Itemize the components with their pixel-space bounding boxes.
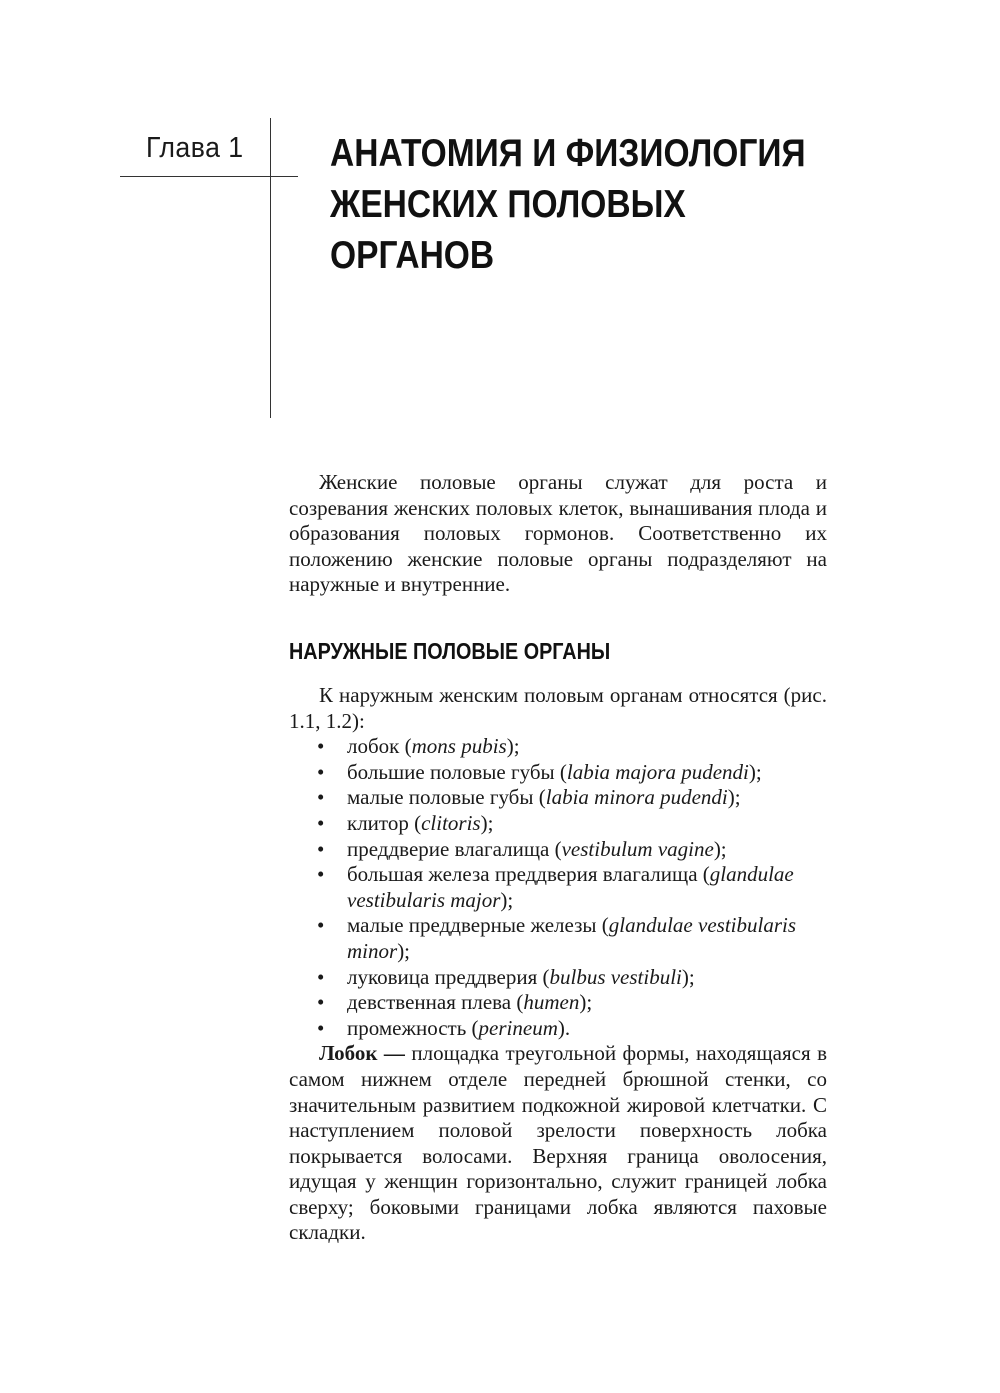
chapter-divider-horizontal: [120, 176, 298, 177]
item-latin: labia majora pudendi: [566, 759, 749, 784]
item-text: малые преддверные железы (: [347, 913, 609, 938]
item-end: );: [500, 887, 514, 912]
item-end: ).: [557, 1015, 571, 1040]
item-latin: glandulae vestibularis minor: [347, 913, 797, 963]
list-item: [289, 837, 827, 863]
organ-list: [289, 734, 827, 1041]
pubis-paragraph: [289, 1041, 827, 1246]
item-end: );: [397, 938, 411, 963]
item-latin: vestibulum vagine: [561, 836, 714, 861]
item-latin: humen: [523, 990, 580, 1015]
chapter-divider-vertical: [270, 118, 271, 418]
item-latin: clitoris: [421, 810, 481, 835]
item-end: );: [681, 964, 695, 989]
list-item: [289, 1016, 827, 1042]
item-end: );: [713, 836, 727, 861]
item-latin: labia minora pudendi: [545, 785, 728, 810]
pubis-text: площадка треугольной формы, находящаяся в самом нижнем отделе передней брюшной стенки, со значительным развитием подкожной жировой клетчатки. С наступлением половой зрелости поверхность лобка покрывается волосами. Верхняя граница оволосения, идущая у женщин горизонтально, служит границей лобка сверху; боковыми границами лобка являются паховые складки.: [289, 1041, 827, 1245]
item-text: большая железа преддверия влагалища (: [347, 862, 710, 887]
list-item: [289, 965, 827, 991]
section-body: [289, 683, 827, 1246]
list-item: [289, 913, 827, 964]
item-text: клитор (: [347, 810, 422, 835]
item-text: лобок (: [347, 734, 412, 759]
pubis-term: Лобок —: [319, 1041, 405, 1066]
item-end: );: [579, 990, 593, 1015]
item-latin: glandulae vestibularis major: [347, 862, 794, 912]
item-end: );: [748, 759, 762, 784]
item-text: промежность (: [347, 1015, 479, 1040]
item-latin: bulbus vestibuli: [549, 964, 682, 989]
section-lead: К наружным женским половым органам относятся (рис. 1.1, 1.2):: [289, 683, 827, 733]
item-text: малые половые губы (: [347, 785, 546, 810]
list-item: [289, 862, 827, 913]
item-latin: mons pubis: [411, 734, 507, 759]
list-item: [289, 811, 827, 837]
section-heading: НАРУЖНЫЕ ПОЛОВЫЕ ОРГАНЫ: [289, 638, 611, 664]
item-end: );: [727, 785, 741, 810]
intro-block: [289, 470, 827, 598]
item-text: девственная плева (: [347, 990, 524, 1015]
chapter-title: [330, 128, 806, 281]
chapter-label: Глава 1: [146, 132, 244, 164]
list-item: [289, 760, 827, 786]
intro-paragraph: Женские половые органы служат для роста и созревания женских половых клеток, вынашивания плода и образования половых гормонов. Соответственно их положению женские половые органы подразделяют на наружные и внутренние.: [289, 470, 827, 597]
chapter-title-line: ЖЕНСКИХ ПОЛОВЫХ: [330, 183, 686, 226]
item-latin: perineum: [478, 1015, 558, 1040]
item-end: );: [506, 734, 520, 759]
chapter-title-line: ОРГАНОВ: [330, 234, 495, 277]
item-text: преддверие влагалища (: [347, 836, 562, 861]
item-text: большие половые губы (: [347, 759, 567, 784]
item-text: луковица преддверия (: [347, 964, 550, 989]
item-end: );: [480, 810, 494, 835]
chapter-title-line: АНАТОМИЯ И ФИЗИОЛОГИЯ: [330, 132, 806, 175]
list-item: [289, 990, 827, 1016]
list-item: [289, 785, 827, 811]
list-item: [289, 734, 827, 760]
